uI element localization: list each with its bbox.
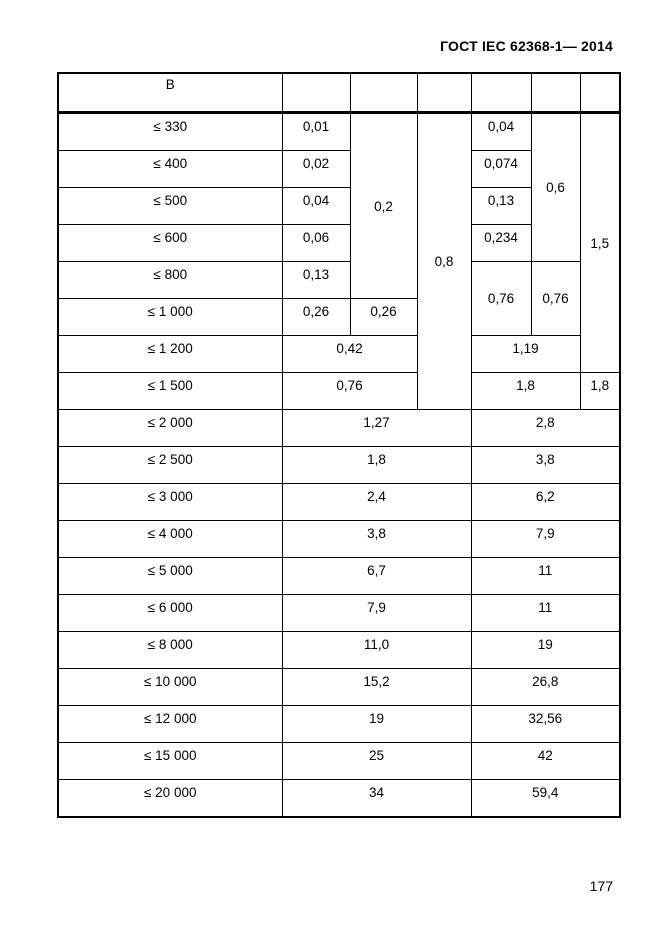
value-cell: 19	[471, 632, 620, 669]
value-cell: 0,42	[282, 336, 417, 373]
value-cell: 42	[471, 743, 620, 780]
value-cell: 1,8	[282, 447, 471, 484]
value-cell: 6,2	[471, 484, 620, 521]
value-cell: 1,19	[471, 336, 580, 373]
value-cell: 6,7	[282, 558, 471, 595]
header-voltage: В	[58, 73, 282, 113]
value-cell: 0,234	[471, 225, 531, 262]
value-cell: 1,8	[580, 373, 620, 410]
value-cell: 0,2	[350, 113, 417, 299]
table-row	[58, 743, 620, 780]
table-row	[58, 262, 620, 299]
page-number: 177	[589, 878, 613, 894]
value-cell: 0,04	[282, 188, 350, 225]
header-cell	[580, 73, 620, 113]
voltage-cell: ≤ 20 000	[58, 780, 282, 818]
voltage-cell: ≤ 500	[58, 188, 282, 225]
voltage-cell: ≤ 5 000	[58, 558, 282, 595]
voltage-cell: ≤ 6 000	[58, 595, 282, 632]
value-cell: 32,56	[471, 706, 620, 743]
table-row	[58, 373, 620, 410]
value-cell: 2,8	[471, 410, 620, 447]
value-cell: 0,074	[471, 151, 531, 188]
voltage-cell: ≤ 600	[58, 225, 282, 262]
document-header: ГОСТ IEC 62368-1— 2014	[440, 38, 613, 54]
value-cell: 0,76	[282, 373, 417, 410]
table-row	[58, 521, 620, 558]
voltage-cell: ≤ 2 500	[58, 447, 282, 484]
value-cell: 19	[282, 706, 471, 743]
voltage-cell: ≤ 2 000	[58, 410, 282, 447]
value-cell: 3,8	[282, 521, 471, 558]
table-row	[58, 669, 620, 706]
value-cell: 0,76	[531, 262, 580, 336]
table-row	[58, 595, 620, 632]
clearance-table	[57, 72, 621, 818]
value-cell: 1,5	[580, 113, 620, 373]
voltage-cell: ≤ 1 500	[58, 373, 282, 410]
header-cell	[350, 73, 417, 113]
value-cell: 3,8	[471, 447, 620, 484]
voltage-cell: ≤ 400	[58, 151, 282, 188]
value-cell: 25	[282, 743, 471, 780]
value-cell: 11,0	[282, 632, 471, 669]
value-cell: 0,01	[282, 113, 350, 151]
value-cell: 0,13	[282, 262, 350, 299]
value-cell: 11	[471, 558, 620, 595]
value-cell: 1,8	[471, 373, 580, 410]
value-cell: 0,76	[471, 262, 531, 336]
value-cell: 0,8	[417, 113, 471, 410]
value-cell: 2,4	[282, 484, 471, 521]
table-row	[58, 410, 620, 447]
value-cell: 7,9	[282, 595, 471, 632]
table-row	[58, 484, 620, 521]
header-row	[58, 73, 620, 113]
voltage-cell: ≤ 15 000	[58, 743, 282, 780]
table-row	[58, 447, 620, 484]
voltage-cell: ≤ 1 200	[58, 336, 282, 373]
table-row	[58, 113, 620, 151]
table-row	[58, 336, 620, 373]
value-cell: 0,6	[531, 113, 580, 262]
value-cell: 11	[471, 595, 620, 632]
table-row	[58, 706, 620, 743]
value-cell: 1,27	[282, 410, 471, 447]
voltage-cell: ≤ 1 000	[58, 299, 282, 336]
value-cell: 59,4	[471, 780, 620, 818]
voltage-cell: ≤ 4 000	[58, 521, 282, 558]
value-cell: 0,06	[282, 225, 350, 262]
value-cell: 0,26	[350, 299, 417, 336]
value-cell: 34	[282, 780, 471, 818]
value-cell: 0,13	[471, 188, 531, 225]
header-cell	[471, 73, 531, 113]
table-row	[58, 632, 620, 669]
value-cell: 0,26	[282, 299, 350, 336]
value-cell: 15,2	[282, 669, 471, 706]
header-cell	[417, 73, 471, 113]
voltage-cell: ≤ 12 000	[58, 706, 282, 743]
voltage-cell: ≤ 3 000	[58, 484, 282, 521]
header-cell	[531, 73, 580, 113]
table-row	[58, 780, 620, 818]
voltage-cell: ≤ 8 000	[58, 632, 282, 669]
header-cell	[282, 73, 350, 113]
value-cell: 0,04	[471, 113, 531, 151]
voltage-cell: ≤ 330	[58, 113, 282, 151]
value-cell: 7,9	[471, 521, 620, 558]
voltage-cell: ≤ 800	[58, 262, 282, 299]
value-cell: 26,8	[471, 669, 620, 706]
value-cell: 0,02	[282, 151, 350, 188]
table-row	[58, 558, 620, 595]
voltage-cell: ≤ 10 000	[58, 669, 282, 706]
